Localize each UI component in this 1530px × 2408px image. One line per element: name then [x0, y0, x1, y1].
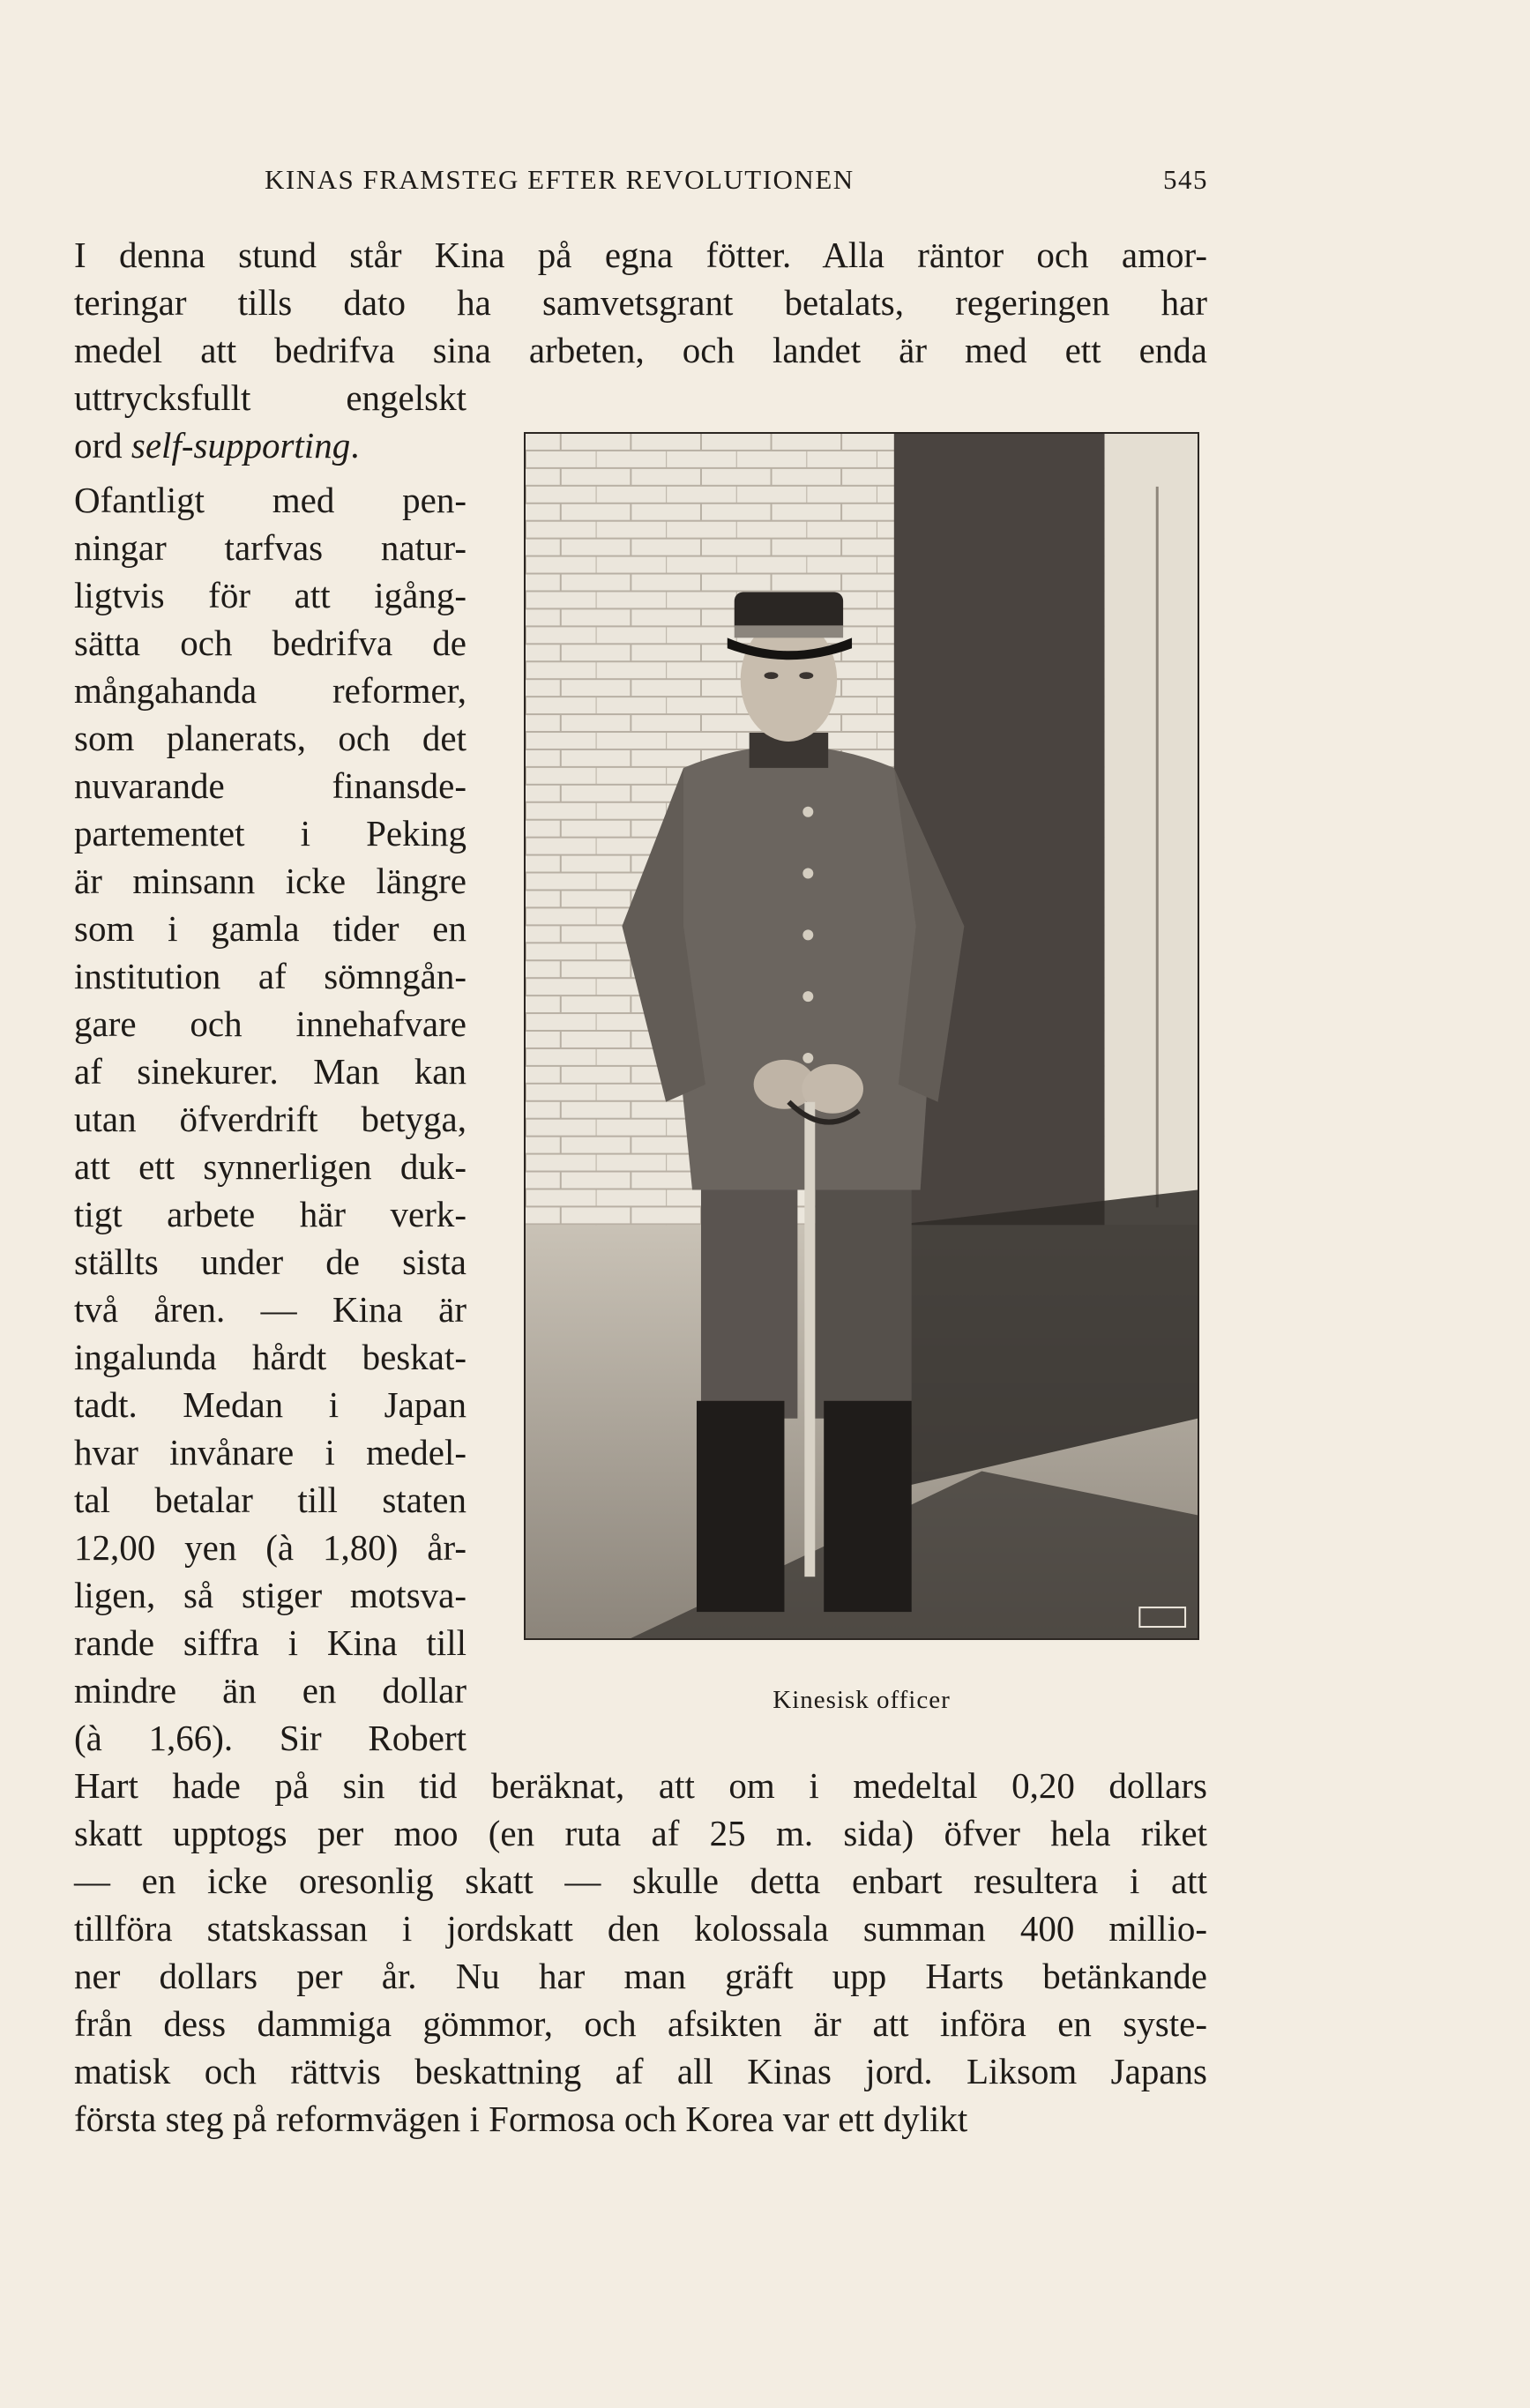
text-line: att ett synnerligen duk- — [74, 1146, 466, 1187]
text-line: två åren. — Kina är — [74, 1289, 466, 1330]
text-line: mångahanda reformer, — [74, 670, 466, 711]
text-line: teringar tills dato ha samvetsgrant betalats, regeringen har — [74, 282, 1207, 323]
text-line: nuvarande finansde- — [74, 765, 466, 806]
text-line: tadt. Medan i Japan — [74, 1384, 466, 1425]
photograph-illustration — [526, 434, 1198, 1638]
text-line: är minsann icke längre — [74, 861, 466, 901]
text-line: uttrycksfullt engelskt — [74, 377, 466, 418]
text-line: ställts under de sista — [74, 1241, 466, 1282]
text-line: ingalunda hårdt beskat- — [74, 1337, 466, 1377]
text-line-self-supporting — [74, 421, 466, 469]
text-line: gare och innehafvare — [74, 1003, 466, 1044]
text-line: ligen, så stiger motsva- — [74, 1575, 466, 1615]
text-line: hvar invånare i medel- — [74, 1432, 466, 1472]
text-line: rande siffra i Kina till — [74, 1622, 466, 1663]
text-line: 12,00 yen (à 1,80) år- — [74, 1527, 466, 1568]
text-fragment: . — [350, 425, 360, 466]
text-line: Hart hade på sin tid beräknat, att om i medeltal 0,20 dollars — [74, 1765, 1207, 1806]
text-line: (à 1,66). Sir Robert — [74, 1718, 466, 1758]
text-line: institution af sömngån- — [74, 956, 466, 996]
text-line: ligtvis för att igång- — [74, 575, 466, 615]
text-line: — en icke oresonlig skatt — skulle detta enbart resultera i att — [74, 1860, 1207, 1901]
text-line: som i gamla tider en — [74, 908, 466, 949]
text-line: första steg på reformvägen i Formosa och Korea var ett dylikt — [74, 2099, 968, 2139]
officer-photograph — [524, 432, 1199, 1640]
text-line: matisk och rättvis beskattning af all Kinas jord. Liksom Japans — [74, 2051, 1207, 2091]
text-line: tigt arbete här verk- — [74, 1194, 466, 1234]
text-fragment: ord — [74, 425, 131, 466]
text-line: Ofantligt med pen- — [74, 480, 466, 520]
text-line: ningar tarfvas natur- — [74, 527, 466, 568]
text-line: ner dollars per år. Nu har man gräft upp Harts betänkande — [74, 1956, 1207, 1996]
text-line: I denna stund står Kina på egna fötter. Alla räntor och amor- — [74, 235, 1207, 275]
text-line: skatt upptogs per moo (en ruta af 25 m. sida) öfver hela riket — [74, 1813, 1207, 1853]
text-line: medel att bedrifva sina arbeten, och landet är med ett enda — [74, 330, 1207, 370]
text-line: utan öfverdrift betyga, — [74, 1099, 466, 1139]
text-line: från dess dammiga gömmor, och afsikten är att införa en syste- — [74, 2003, 1207, 2044]
page-number: 545 — [1163, 164, 1208, 195]
text-line: partementet i Peking — [74, 813, 466, 854]
text-line: tillföra statskassan i jordskatt den kolossala summan 400 millio- — [74, 1908, 1207, 1949]
running-title: KINAS FRAMSTEG EFTER REVOLUTIONEN — [265, 164, 855, 195]
text-line: tal betalar till staten — [74, 1480, 466, 1520]
text-line: af sinekurer. Man kan — [74, 1051, 466, 1092]
text-line: som planerats, och det — [74, 718, 466, 758]
figure-caption: Kinesisk officer — [772, 1686, 951, 1714]
italic-term: self-supporting — [131, 425, 351, 466]
page-header — [265, 164, 1208, 203]
text-line: mindre än en dollar — [74, 1670, 466, 1711]
text-line: sätta och bedrifva de — [74, 623, 466, 663]
